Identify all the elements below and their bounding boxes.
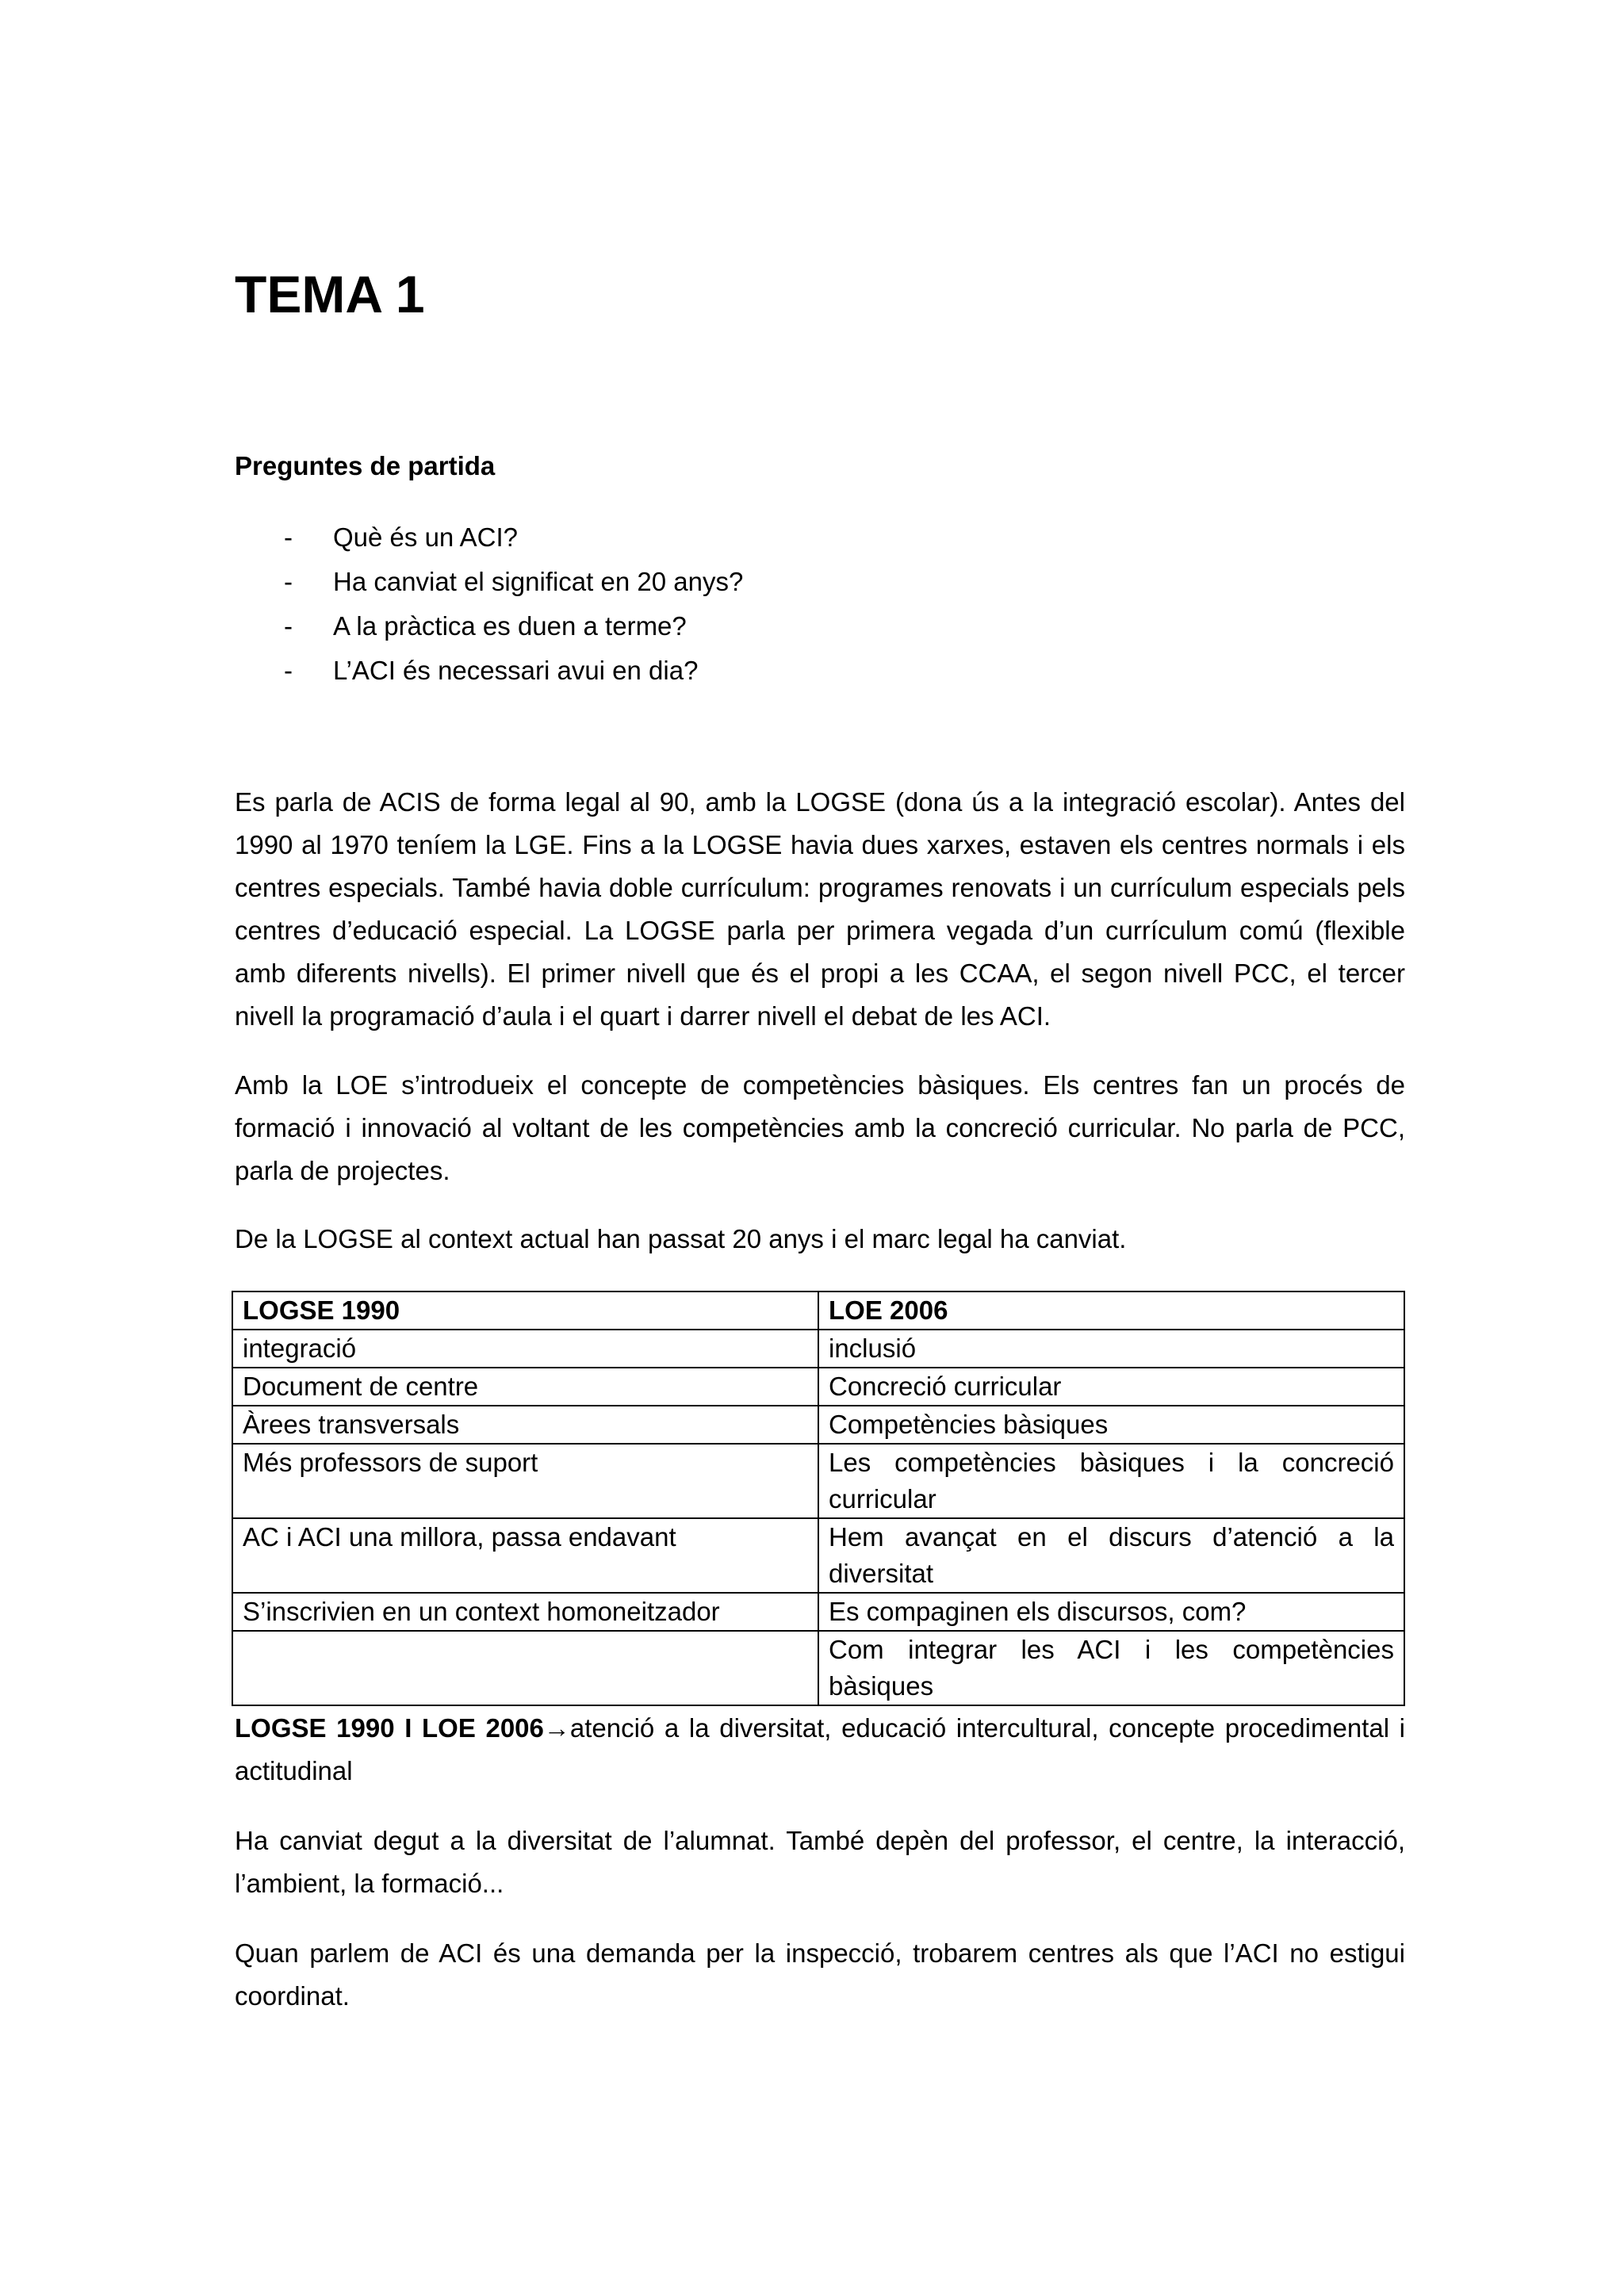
paragraph-history: Es parla de ACIS de forma legal al 90, amb la LOGSE (dona ús a la integració escolar). Antes del 1990 al 1970 teníem la LGE. Fins a la LOGSE havia dues xarxes, estaven els centres normals i els centres especials. També havia doble currículum: programes renovats i un currículum especials pels centres d’educació especial. La LOGSE parla per primera vegada d’un currículum comú (flexible amb diferents nivells). El primer nivell que és el propi a les CCAA, el segon nivell PCC, el tercer nivell la programació d’aula i el quart i darrer nivell el debat de les ACI. <box>235 787 1405 1031</box>
table-cell: Es compaginen els discursos, com? <box>818 1593 1404 1631</box>
paragraph-loe: Amb la LOE s’introdueix el concepte de competències bàsiques. Els centres fan un procés de formació i innovació al voltant de les competències amb la concreció curricular. No parla de PCC, parla de projectes. <box>235 1070 1405 1185</box>
question-text: Ha canviat el significat en 20 anys? <box>333 567 744 596</box>
table-cell: integració <box>232 1330 818 1368</box>
table-cell: Competències bàsiques <box>818 1406 1404 1444</box>
table-row <box>232 1330 1404 1368</box>
list-item <box>235 604 743 649</box>
table-cell: Les competències bàsiques i la concreció curricular <box>818 1444 1404 1518</box>
paragraph-diversity: Ha canviat degut a la diversitat de l’alumnat. També depèn del professor, el centre, la interacció, l’ambient, la formació... <box>235 1826 1405 1898</box>
summary-text: atenció a la diversitat, educació intercultural, concepte procedimental i actitudinal <box>235 1713 1405 1785</box>
comparison-table <box>232 1291 1405 1706</box>
list-item <box>235 515 743 560</box>
arrow-icon: → <box>543 1713 570 1743</box>
paragraph-summary <box>235 1707 1405 1793</box>
table-cell: Hem avançat en el discurs d’atenció a la diversitat <box>818 1518 1404 1593</box>
table-header-row <box>232 1292 1404 1330</box>
paragraph-inspection: Quan parlem de ACI és una demanda per la inspecció, trobarem centres als que l’ACI no estigui coordinat. <box>235 1938 1405 2011</box>
table-row <box>232 1368 1404 1406</box>
paragraph-context: De la LOGSE al context actual han passat 20 anys i el marc legal ha canviat. <box>235 1224 1127 1253</box>
table-cell: Com integrar les ACI i les competències bàsiques <box>818 1631 1404 1705</box>
table-cell: Concreció curricular <box>818 1368 1404 1406</box>
bullet-dash: - <box>284 522 293 552</box>
table-row <box>232 1518 1404 1593</box>
bullet-dash: - <box>284 611 293 641</box>
table-header-logse: LOGSE 1990 <box>232 1292 818 1330</box>
question-text: A la pràctica es duen a terme? <box>333 611 687 641</box>
bullet-dash: - <box>284 567 293 596</box>
table-row <box>232 1406 1404 1444</box>
table-header-loe: LOE 2006 <box>818 1292 1404 1330</box>
table-row <box>232 1444 1404 1518</box>
table-cell: Més professors de suport <box>232 1444 818 1518</box>
question-text: Què és un ACI? <box>333 522 518 552</box>
section-subtitle: Preguntes de partida <box>235 451 496 480</box>
summary-label: LOGSE 1990 I LOE 2006 <box>235 1713 544 1743</box>
list-item <box>235 649 743 693</box>
list-item <box>235 560 743 604</box>
table-cell: Àrees transversals <box>232 1406 818 1444</box>
table-cell: inclusió <box>818 1330 1404 1368</box>
bullet-dash: - <box>284 656 293 685</box>
table-row <box>232 1631 1404 1705</box>
table-cell-empty <box>232 1631 818 1705</box>
page-title: TEMA 1 <box>235 265 425 323</box>
table-cell: S’inscrivien en un context homoneitzador <box>232 1593 818 1631</box>
table-cell: AC i ACI una millora, passa endavant <box>232 1518 818 1593</box>
question-text: L’ACI és necessari avui en dia? <box>333 656 699 685</box>
table-cell: Document de centre <box>232 1368 818 1406</box>
questions-list <box>235 515 743 693</box>
table-row <box>232 1593 1404 1631</box>
